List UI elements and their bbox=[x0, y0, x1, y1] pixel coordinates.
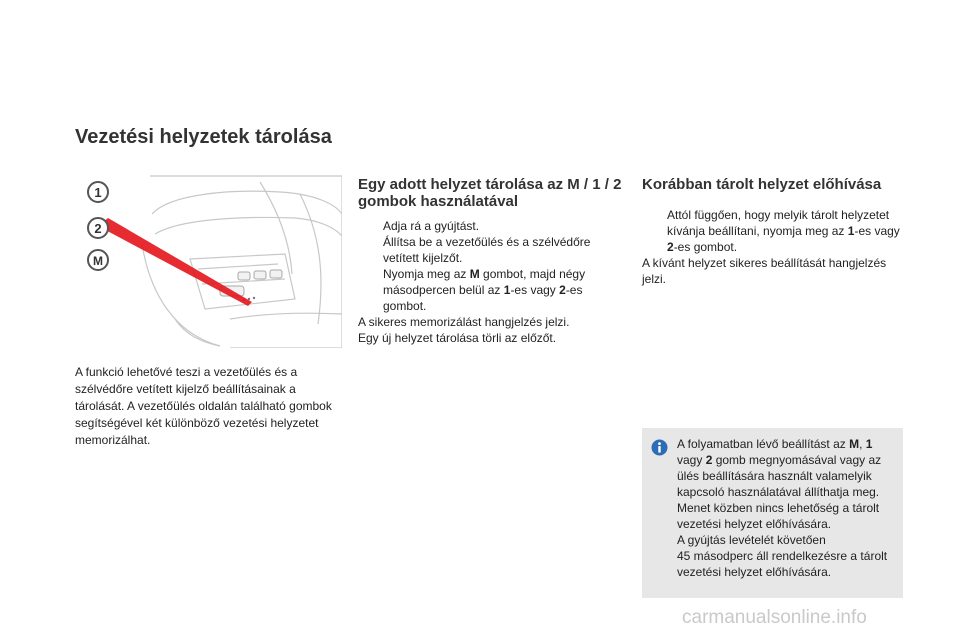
recall-step-1-key-2: 2 bbox=[667, 240, 674, 254]
note-paragraph-4: 45 másodperc áll rendelkezésre a tárolt vezetési helyzet előhívására. bbox=[677, 549, 888, 579]
memory-button-m bbox=[88, 250, 108, 270]
note-paragraph-1: A folyamatban lévő beállítást az M, 1 vagy 2 gomb megnyomásával vagy az ülés beállítására használt valamelyik kapcsoló használatával állíthatja meg. bbox=[677, 437, 882, 499]
recall-section bbox=[642, 207, 912, 287]
recall-step-1 bbox=[642, 207, 912, 255]
note-paragraph-2: Menet közben nincs lehetőség a tárolt vezetési helyzet előhívására. bbox=[677, 501, 880, 531]
store-step-2 bbox=[358, 234, 628, 266]
recall-step-1-text: -es gombot. bbox=[673, 240, 738, 254]
recall-step-1-text: Attól függően, hogy melyik tárolt helyzetet kívánja beállítani, nyomja meg az bbox=[667, 208, 890, 238]
intro-paragraph: A funkció lehetővé teszi a vezetőülés és a szélvédőre vetített kijelző beállításainak a tárolását. A vezetőülés oldalán található gombok segítségével két különböző vezetési helyzetet memorizálhat. bbox=[75, 365, 332, 447]
note-paragraph-3: A gyújtás levételét követően bbox=[677, 533, 826, 547]
memory-button-m-label: M bbox=[93, 254, 103, 268]
store-step-3-text: Nyomja meg az bbox=[383, 267, 470, 281]
store-step-1 bbox=[358, 218, 628, 234]
store-step-1-text: Adja rá a gyújtást. bbox=[383, 219, 480, 233]
memory-button-2-label: 2 bbox=[94, 221, 102, 236]
recall-step-1-text: -es vagy bbox=[854, 224, 900, 238]
watermark: carmanualsonline.info bbox=[682, 607, 867, 628]
recall-step-1-key-1: 1 bbox=[847, 224, 855, 238]
note-key-m: M bbox=[849, 437, 860, 451]
store-step-3-text: -es gombot. bbox=[383, 283, 583, 313]
store-steps bbox=[358, 218, 628, 314]
store-step-3-text: -es vagy bbox=[510, 283, 560, 297]
info-icon bbox=[651, 439, 668, 456]
seat-memory-illustration bbox=[80, 174, 342, 348]
memory-button-1 bbox=[88, 182, 108, 202]
recall-confirm-text: A kívánt helyzet sikeres beállítását hangjelzés jelzi. bbox=[642, 256, 887, 286]
note-key-1: 1 bbox=[865, 437, 873, 451]
store-heading: Egy adott helyzet tárolása az M / 1 / 2 gombok használatával bbox=[358, 176, 622, 210]
recall-heading: Korábban tárolt helyzet előhívása bbox=[642, 176, 882, 193]
info-note-box bbox=[642, 428, 903, 598]
store-step-3-key-m: M bbox=[469, 267, 480, 281]
memory-button-2 bbox=[88, 218, 108, 238]
store-step-3-key-1: 1 bbox=[503, 283, 511, 297]
store-section bbox=[358, 218, 628, 346]
store-step-3-text: gombot, majd négy másodpercen belül az bbox=[383, 267, 586, 297]
memory-button-1-label: 1 bbox=[94, 185, 102, 200]
note-key-2: 2 bbox=[705, 453, 713, 467]
store-overwrite-text: Egy új helyzet tárolása törli az előzőt. bbox=[358, 331, 557, 345]
note-text bbox=[677, 436, 899, 580]
recall-steps bbox=[642, 207, 912, 255]
page-title: Vezetési helyzetek tárolása bbox=[75, 126, 332, 148]
store-confirm-text: A sikeres memorizálást hangjelzés jelzi. bbox=[358, 315, 570, 329]
pointer-highlight bbox=[98, 218, 252, 306]
store-step-3-key-2: 2 bbox=[559, 283, 566, 297]
store-step-3 bbox=[358, 266, 628, 314]
store-step-2-text: Állítsa be a vezetőülés és a szélvédőre vetített kijelzőt. bbox=[383, 235, 591, 265]
